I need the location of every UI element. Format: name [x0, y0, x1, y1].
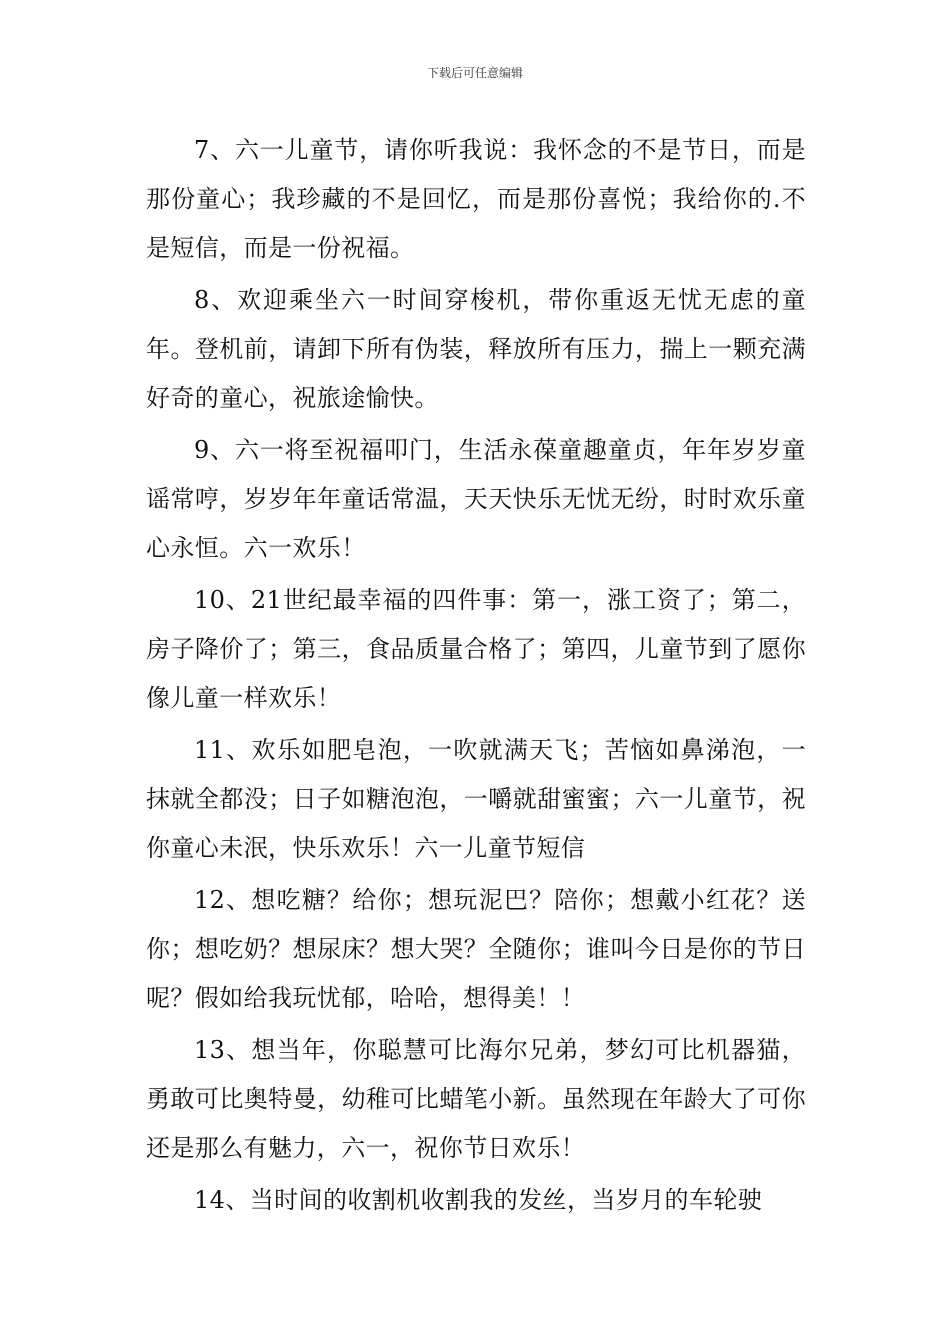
paragraph-7: 7、六一儿童节，请你听我说：我怀念的不是节日，而是那份童心；我珍藏的不是回忆，而是那份喜悦；我给你的.不是短信，而是一份祝福。	[146, 136, 806, 262]
paragraph-11: 11、欢乐如肥皂泡，一吹就满天飞；苦恼如鼻涕泡，一抹就全都没；日子如糖泡泡，一嚼就甜蜜蜜；六一儿童节，祝你童心未泯，快乐欢乐！六一儿童节短信	[146, 736, 806, 862]
document-body	[146, 126, 806, 1228]
page-header: 下载后可任意编辑	[426, 66, 523, 80]
paragraph-9: 9、六一将至祝福叩门，生活永葆童趣童贞，年年岁岁童谣常哼，岁岁年年童话常温，天天快乐无忧无纷，时时欢乐童心永恒。六一欢乐！	[146, 436, 806, 562]
paragraph-13: 13、想当年，你聪慧可比海尔兄弟，梦幻可比机器猫，勇敢可比奥特曼，幼稚可比蜡笔小新。虽然现在年龄大了可你还是那么有魅力，六一，祝你节日欢乐！	[146, 1036, 806, 1162]
paragraph-10: 10、21世纪最幸福的四件事：第一，涨工资了；第二，房子降价了；第三，食品质量合格了；第四，儿童节到了愿你像儿童一样欢乐！	[146, 586, 806, 712]
paragraph-12: 12、想吃糖？给你；想玩泥巴？陪你；想戴小红花？送你；想吃奶？想尿床？想大哭？全随你；谁叫今日是你的节日呢？假如给我玩忧郁，哈哈，想得美！！	[146, 886, 806, 1012]
paragraph-14: 14、当时间的收割机收割我的发丝，当岁月的车轮驶	[194, 1186, 763, 1214]
paragraph-8: 8、欢迎乘坐六一时间穿梭机，带你重返无忧无虑的童年。登机前，请卸下所有伪装，释放所有压力，揣上一颗充满好奇的童心，祝旅途愉快。	[146, 286, 806, 412]
